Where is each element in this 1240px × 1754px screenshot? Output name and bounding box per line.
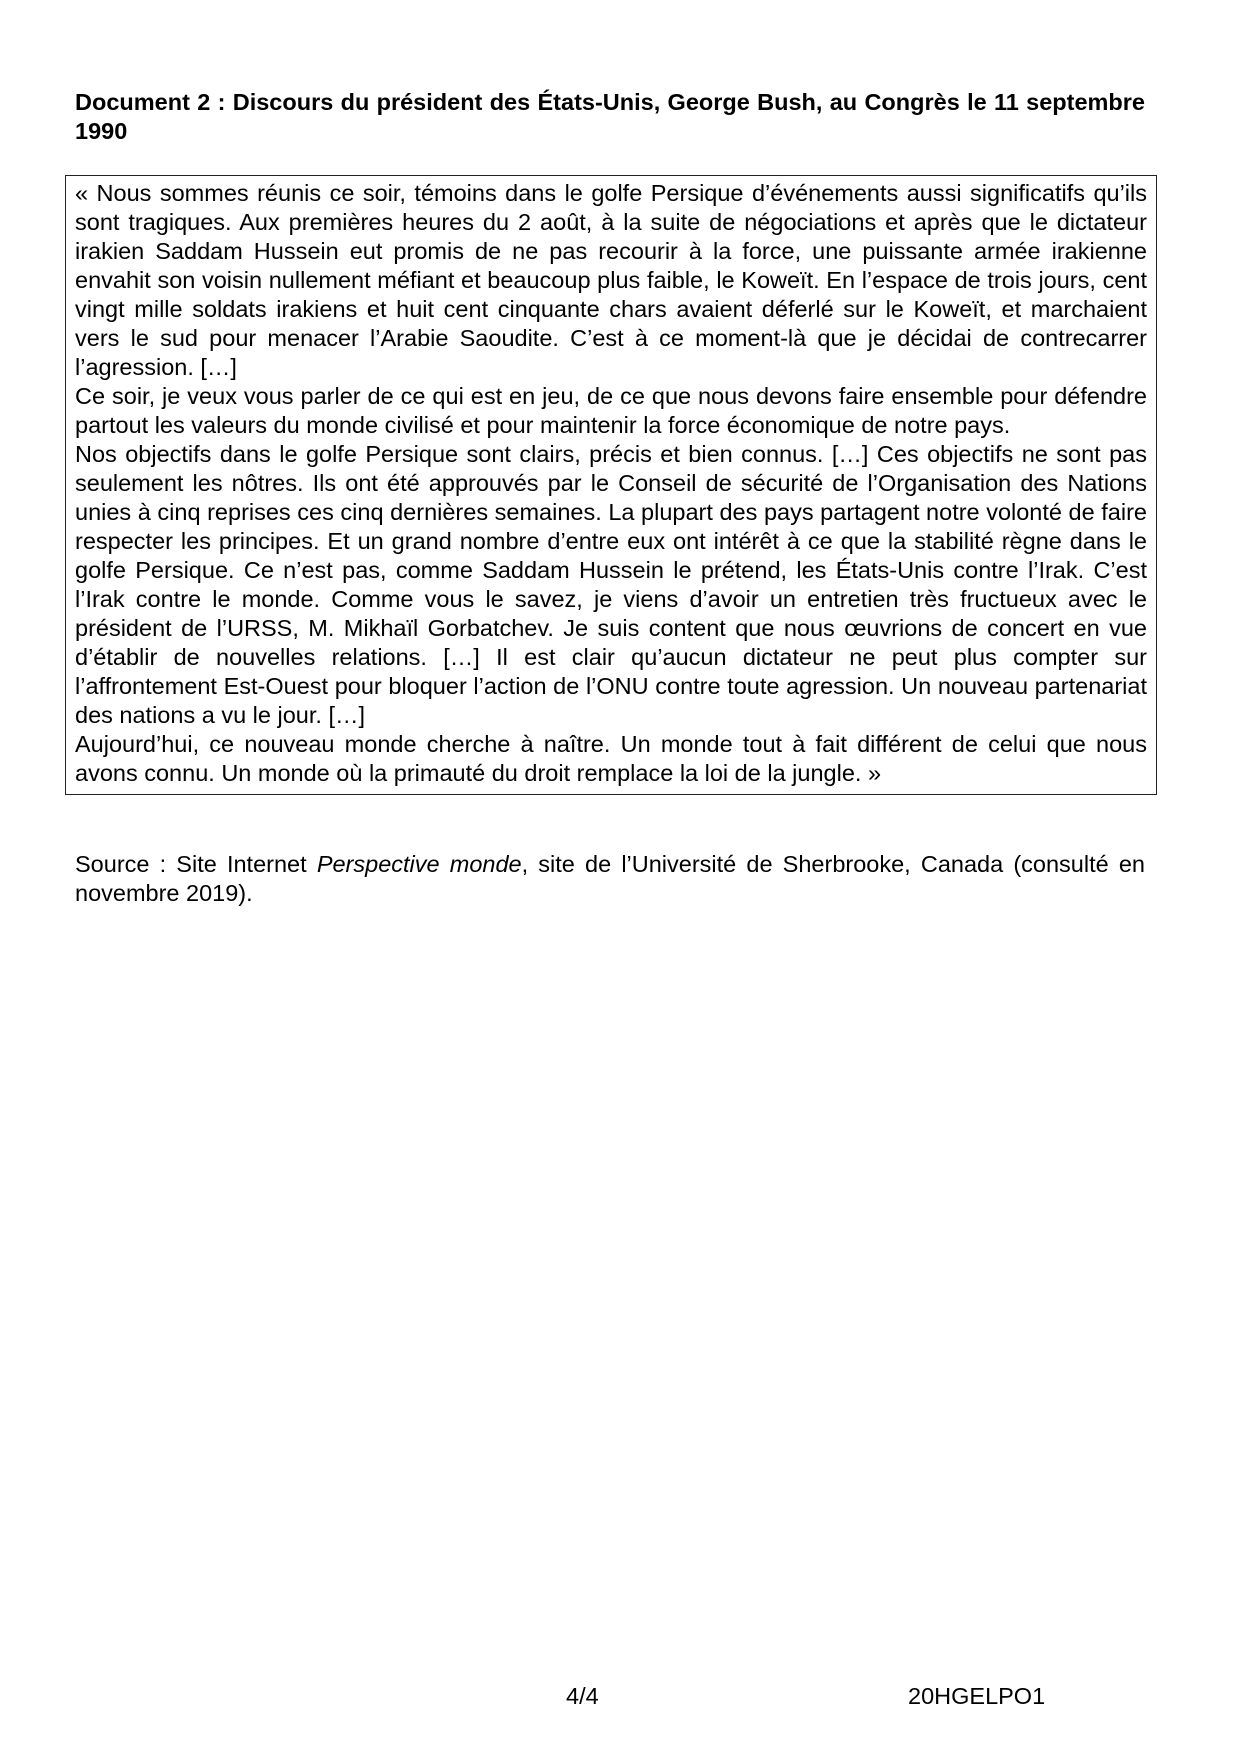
quote-paragraph-4: Aujourd’hui, ce nouveau monde cherche à naître. Un monde tout à fait différent de celui que nous avons connu. Un monde où la primauté du droit remplace la loi de la jungle. » — [75, 731, 1147, 786]
source-suffix: , site de l’Université de Sherbrooke, Canada (consulté en novembre 2019). — [75, 851, 1145, 906]
source-citation — [75, 850, 1145, 908]
page-number: 4/4 — [566, 1683, 599, 1709]
source-site-name: Perspective monde — [316, 851, 522, 877]
speech-quote-box — [65, 175, 1157, 795]
document-title: Document 2 : Discours du président des États-Unis, George Bush, au Congrès le 11 septembre 1990 — [75, 89, 1145, 144]
quote-paragraph-2: Ce soir, je veux vous parler de ce qui est en jeu, de ce que nous devons faire ensemble pour défendre partout les valeurs du monde civilisé et pour maintenir la force économique de notre pays. — [75, 383, 1147, 438]
quote-paragraph-3: Nos objectifs dans le golfe Persique sont clairs, précis et bien connus. […] Ces objectifs ne sont pas seulement les nôtres. Ils ont été approuvés par le Conseil de sécurité de l’Organisation des Nations unies à cinq reprises ces cinq dernières semaines. La plupart des pays partagent notre volonté de faire respecter les principes. Et un grand nombre d’entre eux ont intérêt à ce que la stabilité règne dans le golfe Persique. Ce n’est pas, comme Saddam Hussein le prétend, les États-Unis contre l’Irak. C’est l’Irak contre le monde. Comme vous le savez, je viens d’avoir un entretien très fructueux avec le président de l’URSS, M. Mikhaïl Gorbatchev. Je suis content que nous œuvrions de concert en vue d’établir de nouvelles relations. […] Il est clair qu’aucun dictateur ne peut plus compter sur l’affrontement Est-Ouest pour bloquer l’action de l’ONU contre toute agression. Un nouveau partenariat des nations a vu le jour. […] — [75, 441, 1147, 728]
quote-paragraph-1: « Nous sommes réunis ce soir, témoins dans le golfe Persique d’événements aussi significatifs qu’ils sont tragiques. Aux premières heures du 2 août, à la suite de négociations et après que le dictateur irakien Saddam Hussein eut promis de ne pas recourir à la force, une puissante armée irakienne envahit son voisin nullement méfiant et beaucoup plus faible, le Koweït. En l’espace de trois jours, cent vingt mille soldats irakiens et huit cent cinquante chars avaient déferlé sur le Koweït, et marchaient vers le sud pour menacer l’Arabie Saoudite. C’est à ce moment-là que je décidai de contrecarrer l’agression. […] — [75, 180, 1147, 380]
source-prefix: Source : Site Internet — [75, 851, 317, 877]
document-code: 20HGELPO1 — [908, 1683, 1046, 1709]
